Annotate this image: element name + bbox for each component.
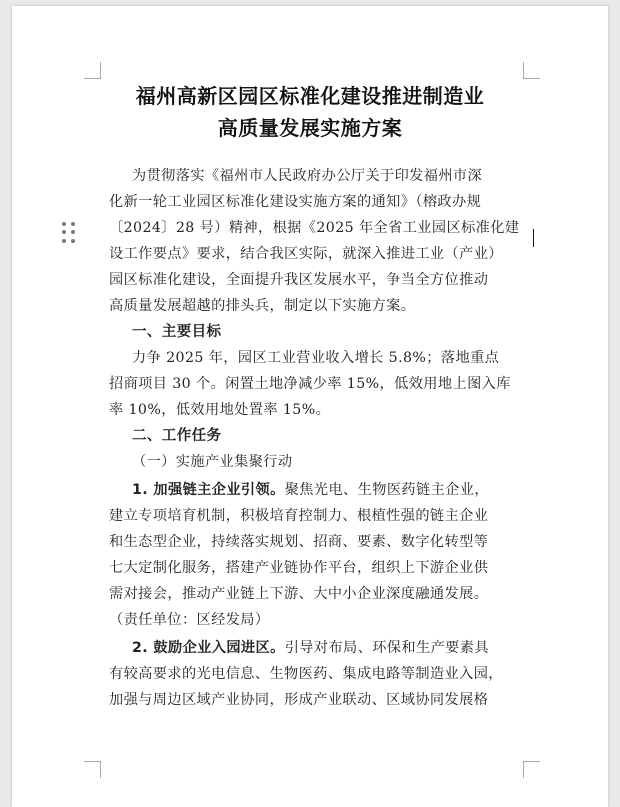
crop-mark-bottom-right [523,761,540,778]
drag-handle-icon[interactable] [62,222,76,244]
crop-mark-top-right [523,62,540,79]
item1-first-line [132,480,552,500]
intro-line: 设工作要点》要求，结合我区实际，就深入推进工业（产业） [109,246,503,262]
item2-first-line [132,638,552,658]
item2-line: 有较高要求的光电信息、生物医药、集成电路等制造业入园， [109,666,503,682]
item1-first-text: 聚焦光电、生物医药链主企业， [284,482,489,498]
item1-line: 建立专项培育机制，积极培育控制力、根植性强的链主企业 [109,508,489,524]
intro-line: 高质量发展超越的排头兵，制定以下实施方案。 [109,298,416,314]
intro-line: 化新一轮工业园区标准化建设实施方案的通知》（榕政办规 [109,194,482,210]
goals-line: 力争 2025 年，园区工业营业收入增长 5.8%；落地重点 [132,350,500,366]
item1-line: 七大定制化服务，搭建产业链协作平台，组织上下游企业供 [109,560,489,576]
crop-mark-top-left [84,62,101,79]
item1-responsible: （责任单位：区经发局） [109,612,270,628]
item2-first-text: 引导对布局、环保和生产要素具 [284,640,489,656]
section-heading-tasks: 二、工作任务 [132,428,222,444]
section-heading-goals: 一、主要目标 [132,324,222,340]
intro-line: 园区标准化建设，全面提升我区发展水平，争当全方位推动 [109,272,489,288]
intro-line: 〔2024〕28 号）精神，根据《2025 年全省工业园区标准化建 [109,220,520,236]
item1-line: 需对接会，推动产业链上下游、大中小企业深度融通发展。 [109,586,489,602]
item1-line: 和生态型企业，持续落实规划、招商、要素、数字化转型等 [109,534,489,550]
crop-mark-bottom-left [84,761,101,778]
document-page[interactable] [12,6,608,807]
item1-bold-lead: 1. 加强链主企业引领。 [132,482,285,498]
item2-bold-lead: 2. 鼓励企业入园进区。 [132,640,285,656]
intro-line: 为贯彻落实《福州市人民政府办公厅关于印发福州市深 [132,168,483,184]
item2-line: 加强与周边区域产业协同，形成产业联动、区域协同发展格 [109,692,489,708]
document-title-line-2: 高质量发展实施方案 [217,116,403,140]
document-title-line-1: 福州高新区园区标准化建设推进制造业 [135,84,485,108]
goals-line: 率 10%，低效用地处置率 15%。 [109,402,331,418]
goals-line: 招商项目 30 个。闲置土地净减少率 15%，低效用地上图入库 [109,376,511,392]
text-caret [533,229,534,247]
subsection-heading: （一）实施产业集聚行动 [132,454,293,470]
